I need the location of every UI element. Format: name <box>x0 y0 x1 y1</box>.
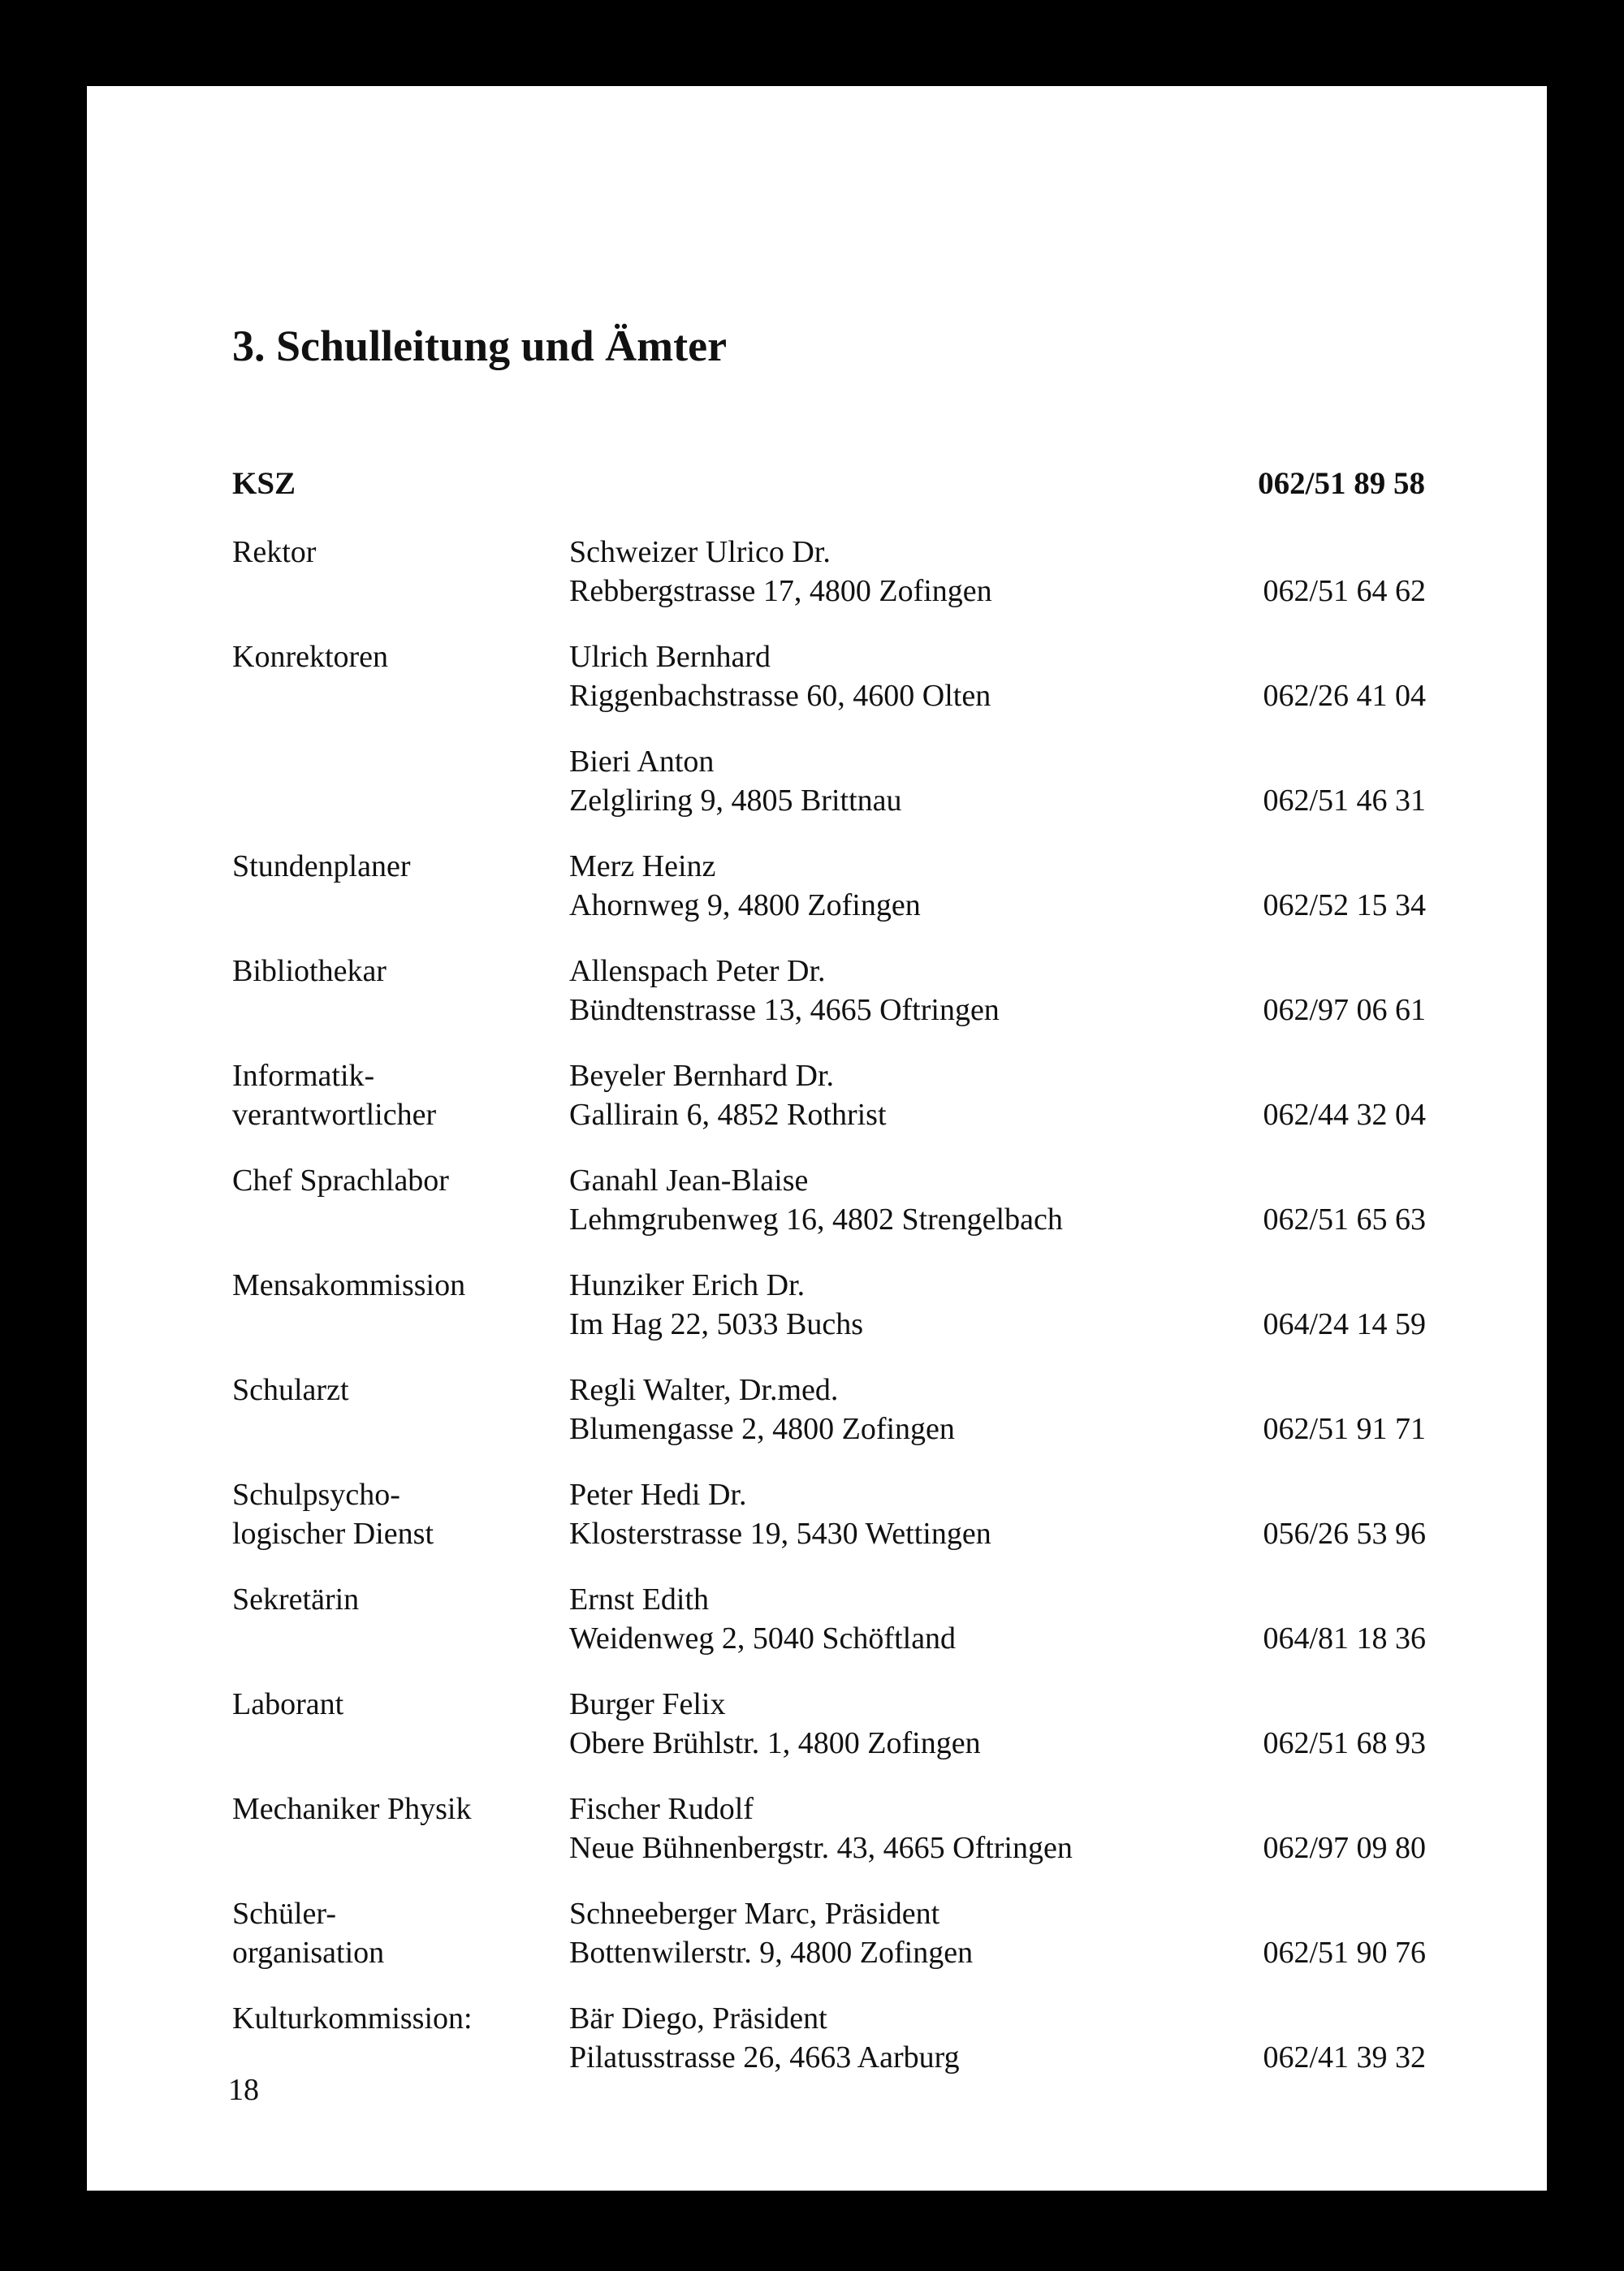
directory-entry <box>232 1371 1426 1475</box>
directory-entry <box>232 1266 1426 1371</box>
entry-phone: 062/51 46 31 <box>1263 784 1426 818</box>
directory-entry <box>232 847 1426 952</box>
entry-address: Rebbergstrasse 17, 4800 Zofingen <box>569 574 992 608</box>
entry-phone: 062/52 15 34 <box>1263 888 1426 922</box>
directory-entry <box>232 1894 1426 1999</box>
page-title: 3. Schulleitung und Ämter <box>232 322 728 370</box>
entry-role: Stundenplaner <box>232 849 411 883</box>
directory-entry <box>232 533 1426 637</box>
directory-entry <box>232 637 1426 742</box>
entry-address: Blumengasse 2, 4800 Zofingen <box>569 1412 955 1446</box>
entry-phone: 062/26 41 04 <box>1263 679 1426 713</box>
entry-phone: 062/51 65 63 <box>1263 1202 1426 1237</box>
entry-address: Zelgliring 9, 4805 Brittnau <box>569 784 902 818</box>
school-label: KSZ <box>232 466 296 501</box>
entry-phone: 062/44 32 04 <box>1263 1098 1426 1132</box>
page-number: 18 <box>228 2073 259 2107</box>
directory-entry <box>232 1685 1426 1790</box>
entry-name: Bär Diego, Präsident <box>569 2001 827 2036</box>
entry-role: Laborant <box>232 1687 344 1721</box>
entry-name: Schneeberger Marc, Präsident <box>569 1897 940 1931</box>
entry-address: Ahornweg 9, 4800 Zofingen <box>569 888 921 922</box>
entry-role: Mechaniker Physik <box>232 1792 472 1826</box>
entry-address: Klosterstrasse 19, 5430 Wettingen <box>569 1517 991 1551</box>
entry-role: Konrektoren <box>232 640 389 674</box>
entry-name: Fischer Rudolf <box>569 1792 754 1826</box>
entry-address: Neue Bühnenbergstr. 43, 4665 Oftringen <box>569 1831 1073 1865</box>
directory-entry <box>232 1161 1426 1266</box>
entry-name: Schweizer Ulrico Dr. <box>569 535 831 569</box>
entry-role: Schüler- organisation <box>232 1897 385 1970</box>
entry-role: Kulturkommission: <box>232 2001 473 2036</box>
entry-role: Schulpsycho- logischer Dienst <box>232 1478 434 1551</box>
entry-phone: 064/24 14 59 <box>1263 1307 1426 1341</box>
directory-entry <box>232 742 1426 847</box>
entry-name: Allenspach Peter Dr. <box>569 954 826 988</box>
entry-name: Regli Walter, Dr.med. <box>569 1373 839 1407</box>
entry-role: Chef Sprachlabor <box>232 1164 449 1198</box>
directory-entry <box>232 1580 1426 1685</box>
entry-role: Schularzt <box>232 1373 349 1407</box>
entry-name: Ernst Edith <box>569 1582 710 1617</box>
entry-address: Bündtenstrasse 13, 4665 Oftringen <box>569 993 1000 1027</box>
directory-entry <box>232 1999 1426 2104</box>
entry-name: Burger Felix <box>569 1687 726 1721</box>
entry-role: Informatik- verantwortlicher <box>232 1059 437 1132</box>
entry-role: Bibliothekar <box>232 954 387 988</box>
entry-phone: 062/51 64 62 <box>1263 574 1426 608</box>
entry-address: Weidenweg 2, 5040 Schöftland <box>569 1621 957 1656</box>
entry-address: Lehmgrubenweg 16, 4802 Strengelbach <box>569 1202 1063 1237</box>
entry-phone: 062/51 91 71 <box>1263 1412 1426 1446</box>
entry-phone: 062/41 39 32 <box>1263 2040 1426 2075</box>
entry-name: Bieri Anton <box>569 745 715 779</box>
entry-address: Im Hag 22, 5033 Buchs <box>569 1307 864 1341</box>
entry-address: Riggenbachstrasse 60, 4600 Olten <box>569 679 991 713</box>
entry-phone: 064/81 18 36 <box>1263 1621 1426 1656</box>
entry-address: Gallirain 6, 4852 Rothrist <box>569 1098 887 1132</box>
entry-phone: 062/97 09 80 <box>1263 1831 1426 1865</box>
entry-phone: 062/51 68 93 <box>1263 1726 1426 1760</box>
entry-role: Sekretärin <box>232 1582 360 1617</box>
directory-entry <box>232 1790 1426 1894</box>
entry-phone: 062/51 90 76 <box>1263 1936 1426 1970</box>
entry-address: Obere Brühlstr. 1, 4800 Zofingen <box>569 1726 981 1760</box>
directory-entry <box>232 1056 1426 1161</box>
entry-address: Pilatusstrasse 26, 4663 Aarburg <box>569 2040 960 2075</box>
school-phone: 062/51 89 58 <box>1258 466 1425 501</box>
entry-phone: 062/97 06 61 <box>1263 993 1426 1027</box>
entry-role: Mensakommission <box>232 1268 466 1302</box>
staff-directory <box>232 533 1426 2104</box>
entry-role: Rektor <box>232 535 317 569</box>
entry-phone: 056/26 53 96 <box>1263 1517 1426 1551</box>
entry-name: Hunziker Erich Dr. <box>569 1268 806 1302</box>
entry-name: Ganahl Jean-Blaise <box>569 1164 809 1198</box>
directory-entry <box>232 1475 1426 1580</box>
entry-name: Beyeler Bernhard Dr. <box>569 1059 835 1093</box>
directory-entry <box>232 952 1426 1056</box>
entry-name: Ulrich Bernhard <box>569 640 771 674</box>
entry-name: Peter Hedi Dr. <box>569 1478 747 1512</box>
entry-name: Merz Heinz <box>569 849 716 883</box>
entry-address: Bottenwilerstr. 9, 4800 Zofingen <box>569 1936 974 1970</box>
document-page <box>87 86 1547 2191</box>
